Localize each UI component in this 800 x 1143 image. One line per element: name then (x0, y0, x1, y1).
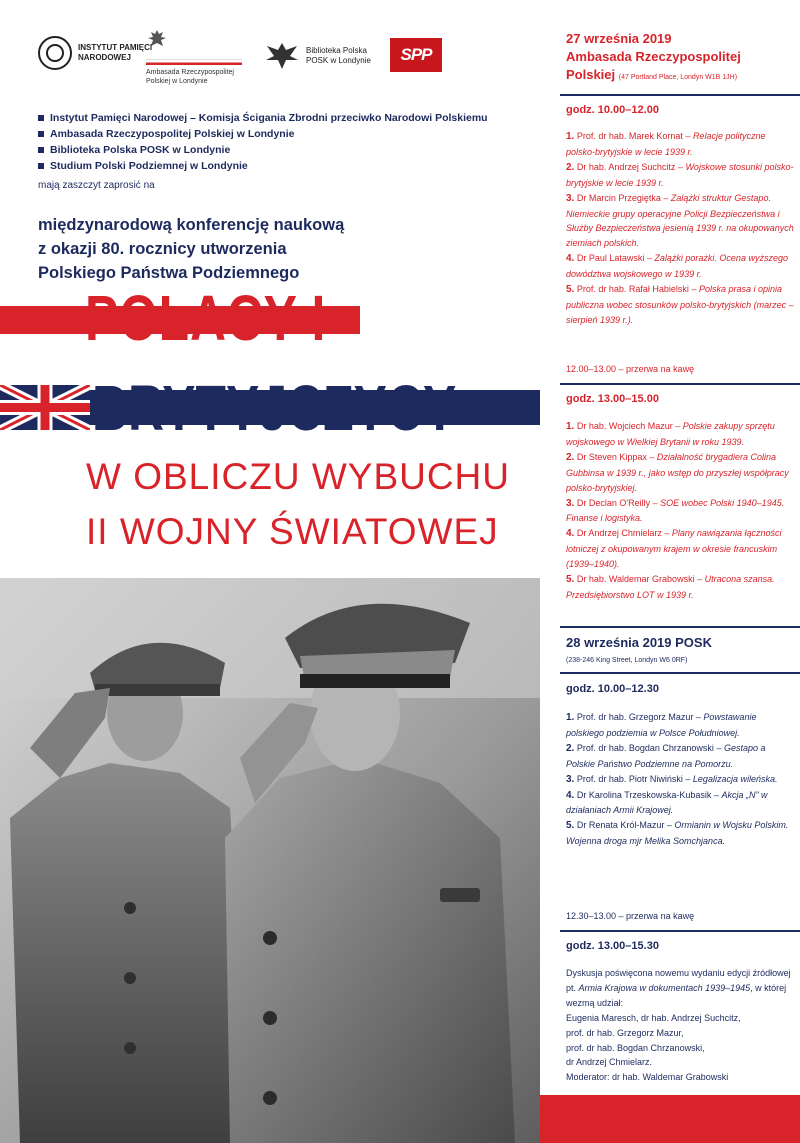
talk-title: Utracona szansa. Przedsiębiorstwo LOT w 1939 r. (566, 574, 775, 600)
talk-title: Legalizacja wileńska. (692, 773, 778, 784)
talk-item: 2. Prof. dr hab. Bogdan Chrzanowski – Gestapo a Polskie Państwo Podziemne na Pomorzu. (566, 742, 766, 769)
talk-item: 4. Dr Paul Latawski – Zalążki porażki. Ocena wyższego dowództwa wojskowego w 1939 r. (566, 253, 788, 280)
ipn-seal-icon (38, 36, 72, 70)
program-column (540, 0, 800, 1143)
logo-row (38, 28, 478, 83)
bottom-red-bar (540, 1095, 800, 1143)
discussion-rest: , w której wezmą udział: (566, 982, 787, 1008)
day1-venue: Ambasada Rzeczypospolitej (566, 49, 741, 64)
talk-title: Zalążki porażki. Ocena wyższego dowództwa wojskowego w 1939 r. (566, 253, 788, 280)
organizers-list (38, 110, 488, 174)
talk-number: 5. (566, 820, 575, 832)
day2-slot2-time: godz. 13.00–15.30 (566, 940, 659, 952)
talk-speaker: Dr hab. Andrzej Suchcitz (576, 161, 676, 172)
divider (560, 383, 800, 385)
talk-title: Polska prasa i opinia publiczna wobec stosunków polsko-brytyjskich (marzec –sierpień 1939 r.). (566, 284, 794, 325)
talk-number: 4. (566, 253, 575, 265)
historical-photo (0, 578, 540, 1143)
talk-number: 5. (566, 284, 575, 296)
ipn-logo (38, 36, 158, 70)
talk-title: Akcja „N” w działaniach Armii Krajowej. (566, 789, 768, 816)
organizer-item: Biblioteka Polska POSK w Londynie (38, 142, 488, 158)
talk-speaker: Dr Paul Latawski (576, 253, 645, 264)
talk-speaker: Dr Declan O'Reilly (576, 497, 651, 508)
conference-line: międzynarodową konferencję naukową (38, 216, 345, 234)
talk-number: 1. (566, 712, 575, 723)
invite-text: mają zaszczyt zaprosić na (38, 180, 155, 191)
day1-address: (47 Portland Place, Londyn W1B 1JH) (618, 74, 738, 81)
talk-speaker: Dr Andrzej Chmielarz (576, 528, 662, 539)
talk-item: 3. Prof. dr hab. Piotr Niwiński – Legalizacja wileńska. (566, 773, 778, 785)
divider (560, 94, 800, 96)
photo-illustration (0, 578, 540, 1143)
talk-speaker: Dr hab. Wojciech Mazur (576, 421, 673, 431)
talk-item: 5. Dr Renata Król-Mazur – Ormianin w Wojsku Polskim. Wojenna droga mjr Melika Somchjanca. (566, 820, 789, 847)
eagle-book-icon (264, 40, 300, 72)
conference-line: z okazji 80. rocznicy utworzenia (38, 240, 287, 258)
talk-number: 4. (566, 528, 575, 540)
title-line-2: BRYTYJCZYCY (92, 372, 457, 444)
day2-break: 12.30–13.00 – przerwa na kawę (566, 911, 695, 921)
union-jack-icon (0, 385, 90, 430)
talk-speaker: Dr hab. Waldemar Grabowski (576, 574, 695, 585)
moderator-line: Moderator: dr hab. Waldemar Grabowski (566, 1072, 729, 1083)
title-line-1: POLACY I (85, 282, 327, 354)
day1-slot2-time: godz. 13.00–15.00 (566, 393, 659, 405)
day1-venue-line2 (566, 66, 741, 87)
talk-speaker: Prof. dr hab. Piotr Niwiński (576, 773, 683, 784)
posk-logo (264, 40, 386, 72)
talk-item: 1. Dr hab. Wojciech Mazur – Polskie zakupy sprzętu wojskowego w Wielkiej Brytanii w roku 1939. (566, 421, 775, 447)
talk-number: 2. (566, 742, 575, 754)
talk-title: Polskie zakupy sprzętu wojskowego w Wielkiej Brytanii w roku 1939. (566, 421, 775, 447)
talk-title: Relacje polityczne polsko-brytyjskie w lecie 1939 r. (566, 131, 766, 157)
talk-number: 3. (566, 497, 575, 509)
talk-item: 2. Dr hab. Andrzej Suchcitz – Wojskowe stosunki polsko-brytyjskie w lecie 1939 r. (566, 161, 794, 188)
talk-title: Zalążki struktur Gestapo. Niemieckie grupy operacyjne Policji Bezpieczeństwa i Służby Bezpieczeństwa jesienią 1939 r. na okupowanych ziemiach polskich. (566, 192, 794, 249)
talk-item: 3. Dr Marcin Przegiętka – Zalążki struktur Gestapo. Niemieckie grupy operacyjne Policji Bezpieczeństwa i Służby Bezpieczeństwa jesienią 1939 r. na okupowanych ziemiach polskich. (566, 192, 794, 249)
talk-title: Powstawanie polskiego podziemia w Polsce Południowej. (566, 712, 757, 738)
organizer-item: Ambasada Rzeczypospolitej Polskiej w Londynie (38, 126, 488, 142)
day1-header (566, 30, 741, 87)
organizer-item: Instytut Pamięci Narodowej – Komisja Ścigania Zbrodni przeciwko Narodowi Polskiemu (38, 110, 488, 126)
talk-speaker: Dr Karolina Trzeskowska-Kubasik (576, 789, 712, 800)
divider (560, 626, 800, 628)
day2-slot1-talks (566, 710, 796, 849)
talk-item: 5. Dr hab. Waldemar Grabowski – Utracona szansa. Przedsiębiorstwo LOT w 1939 r. (566, 574, 775, 600)
day1-venue2: Polskiej (566, 67, 616, 82)
talk-title: Ormianin w Wojsku Polskim. Wojenna droga mjr Melika Somchjanca. (566, 820, 789, 847)
talk-title: Plany nawiązania łączności lotniczej z okupowanym krajem w okresie francuskim (1939–1940). (566, 528, 782, 570)
talk-item: 3. Dr Declan O'Reilly – SOE wobec Polski 1940–1945. Finanse i logistyka. (566, 497, 785, 524)
day1-slot1-time: godz. 10.00–12.00 (566, 104, 659, 116)
talk-title: Wojskowe stosunki polsko-brytyjskie w lecie 1939 r. (566, 161, 794, 188)
talk-number: 3. (566, 773, 575, 785)
talk-number: 2. (566, 161, 575, 173)
talk-title: Działalność brygadiera Colina Gubbinsa w 1939 r., jako wstęp do przyszłej współpracy polsko-brytyjskiej. (566, 451, 789, 493)
talk-speaker: Dr Marcin Przegiętka (576, 192, 661, 203)
talk-item: 5. Prof. dr hab. Rafał Habielski – Polska prasa i opinia publiczna wobec stosunków polsko-brytyjskich (marzec –sierpień 1939 r.). (566, 284, 794, 325)
title-band (0, 282, 540, 580)
day2-date: 28 września 2019 POSK (566, 635, 712, 650)
talk-number: 2. (566, 451, 575, 463)
talk-speaker: Dr Steven Kippax (576, 451, 647, 462)
spp-logo: SPP (390, 38, 442, 72)
divider (560, 672, 800, 674)
discussion-book: Armia Krajowa w dokumentach 1939–1945 (578, 982, 751, 993)
day1-date: 27 września 2019 (566, 31, 672, 46)
talk-speaker: Dr Renata Król-Mazur (576, 820, 665, 831)
discussion-text (566, 966, 796, 1011)
day1-slot1-talks (566, 129, 796, 328)
organizer-item: Studium Polski Podziemnej w Londynie (38, 158, 488, 174)
talk-number: 1. (566, 421, 575, 432)
talk-number: 1. (566, 131, 575, 142)
talk-number: 3. (566, 192, 575, 204)
talk-item: 1. Prof. dr hab. Marek Kornat – Relacje polityczne polsko-brytyjskie w lecie 1939 r. (566, 131, 766, 157)
talk-title: SOE wobec Polski 1940–1945. Finanse i logistyka. (566, 497, 785, 524)
embassy-logo (146, 28, 246, 86)
participant-line: Eugenia Maresch, dr hab. Andrzej Suchcitz, (566, 1012, 741, 1023)
subtitle-line-2: II WOJNY ŚWIATOWEJ (86, 511, 499, 552)
subtitle-line-1: W OBLICZU WYBUCHU (86, 456, 510, 497)
talk-item: 2. Dr Steven Kippax – Działalność brygadiera Colina Gubbinsa w 1939 r., jako wstęp do przyszłej współpracy polsko-brytyjskiej. (566, 451, 789, 493)
talk-speaker: Prof. dr hab. Rafał Habielski (576, 284, 689, 295)
polish-eagle-icon (146, 28, 168, 50)
talk-speaker: Prof. dr hab. Grzegorz Mazur (576, 712, 694, 722)
posk-logo-text: Biblioteka Polska POSK w Londynie (306, 46, 371, 65)
polish-flag-icon (146, 59, 242, 65)
ipn-logo-text: INSTYTUT PAMIĘCI NARODOWEJ (78, 43, 153, 62)
talk-item: 1. Prof. dr hab. Grzegorz Mazur – Powstawanie polskiego podziemia w Polsce Południowej. (566, 712, 757, 738)
discussion-intro: Dyskusja poświęcona nowemu wydaniu edycji źródłowej pt. (566, 968, 791, 993)
conference-title (38, 213, 344, 285)
conference-line: Polskiego Państwa Podziemnego (38, 264, 300, 282)
talk-title: Gestapo a Polskie Państwo Podziemne na Pomorzu. (566, 742, 766, 769)
divider (560, 930, 800, 932)
participant-line: prof. dr hab. Bogdan Chrzanowski, (566, 1042, 705, 1053)
participant-line: dr Andrzej Chmielarz. (566, 1057, 653, 1068)
day2-header (566, 634, 712, 670)
talk-item: 4. Dr Andrzej Chmielarz – Plany nawiązania łączności lotniczej z okupowanym krajem w okresie francuskim (1939–1940). (566, 528, 782, 570)
talk-speaker: Prof. dr hab. Bogdan Chrzanowski (576, 742, 714, 753)
talk-number: 4. (566, 789, 575, 801)
day2-discussion (566, 966, 796, 1085)
talk-speaker: Prof. dr hab. Marek Kornat (576, 131, 683, 141)
day1-slot2-talks (566, 419, 796, 603)
talk-item: 4. Dr Karolina Trzeskowska-Kubasik – Akcja „N” w działaniach Armii Krajowej. (566, 789, 768, 816)
embassy-logo-text: Ambasada Rzeczypospolitej Polskiej w Londynie (146, 69, 234, 85)
day1-break: 12.00–13.00 – przerwa na kawę (566, 364, 695, 374)
day2-address: (238-246 King Street, Londyn W6 0RF) (566, 657, 688, 664)
day2-slot1-time: godz. 10.00–12.30 (566, 683, 659, 695)
talk-number: 5. (566, 574, 575, 586)
participant-line: prof. dr hab. Grzegorz Mazur, (566, 1027, 684, 1038)
